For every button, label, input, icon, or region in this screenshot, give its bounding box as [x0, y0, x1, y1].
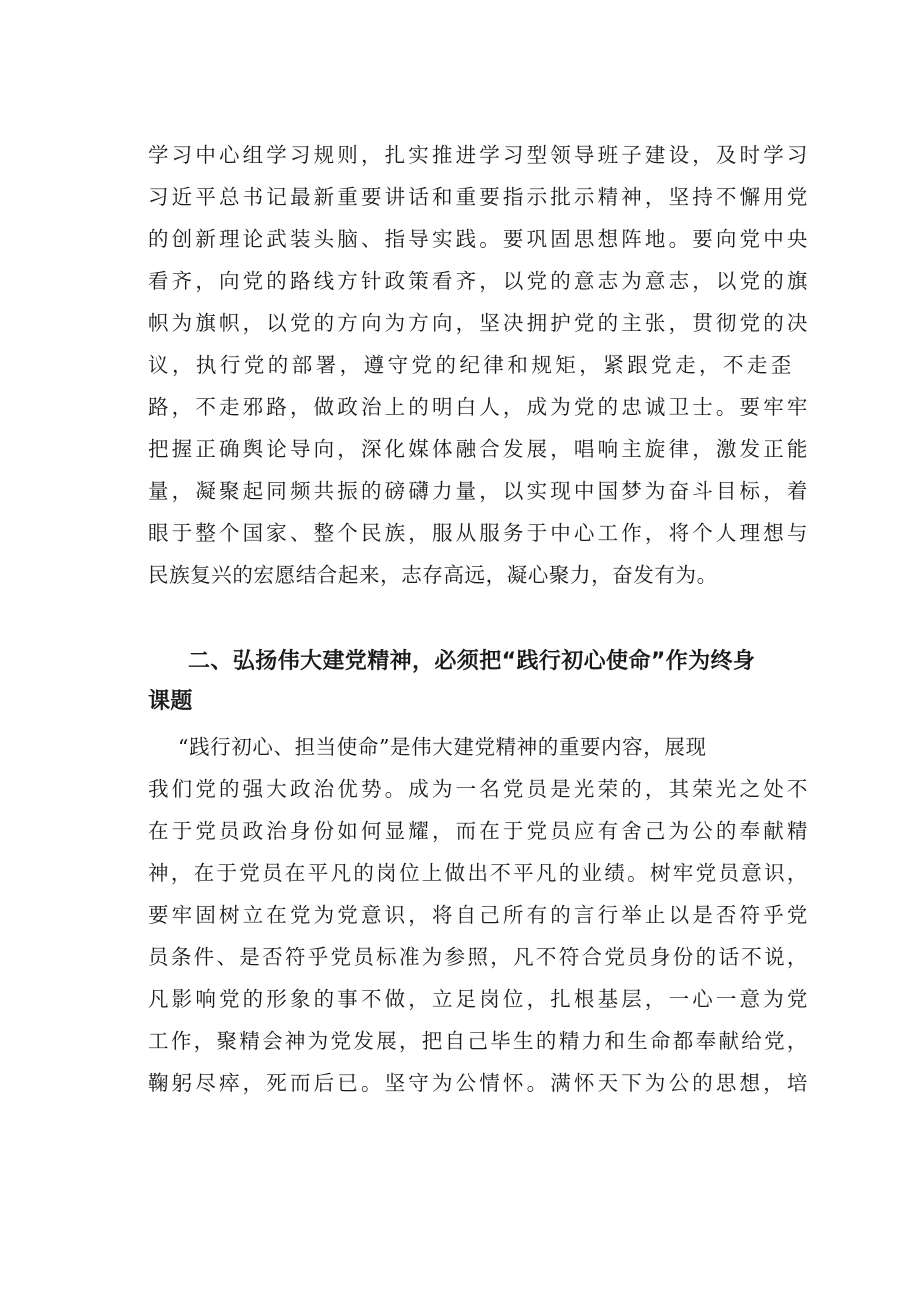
- paragraph-line: 学习中心组学习规则，扎实推进学习型领导班子建设，及时学习: [148, 143, 808, 167]
- paragraph-line: 工作，聚精会神为党发展，把自己毕生的精力和生命都奉献给党，: [148, 1029, 808, 1053]
- paragraph-line: 民族复兴的宏愿结合起来，志存高远，凝心聚力，奋发有为。: [148, 563, 718, 587]
- paragraph-line: 议，执行党的部署，遵守党的纪律和规矩，紧跟党走，不走歪: [148, 353, 792, 377]
- paragraph-line: 眼于整个国家、整个民族，服从服务于中心工作，将个人理想与: [148, 521, 808, 545]
- paragraph-line: 帜为旗帜，以党的方向为方向，坚决拥护党的主张，贯彻党的决: [148, 311, 808, 335]
- paragraph-line: 鞠躬尽瘁，死而后已。坚守为公情怀。满怀天下为公的思想，培: [148, 1071, 808, 1095]
- section-heading: [148, 642, 808, 722]
- paragraph-line: 路，不走邪路，做政治上的明白人，成为党的忠诚卫士。要牢牢: [148, 395, 808, 419]
- paragraph-line: 凡影响党的形象的事不做，立足岗位，扎根基层，一心一意为党: [148, 987, 808, 1011]
- paragraph-line: 在于党员政治身份如何显耀，而在于党员应有舍己为公的奉献精: [148, 819, 808, 843]
- paragraph-line: 把握正确舆论导向，深化媒体融合发展，唱响主旋律，激发正能: [148, 437, 808, 461]
- paragraph-line: 量，凝聚起同频共振的磅礴力量，以实现中国梦为奋斗目标，着: [148, 479, 808, 503]
- heading-line: 课题: [148, 689, 193, 714]
- paragraph-line: 要牢固树立在党为党意识，将自己所有的言行举止以是否符乎党: [148, 903, 808, 927]
- paragraph-line: 的创新理论武装头脑、指导实践。要巩固思想阵地。要向党中央: [148, 227, 808, 251]
- paragraph-line: 习近平总书记最新重要讲话和重要指示批示精神，坚持不懈用党: [148, 185, 808, 209]
- paragraph-2: [148, 726, 808, 1104]
- heading-line: 二、弘扬伟大建党精神，必须把“践行初心使命”作为终身: [188, 649, 756, 674]
- paragraph-line: 员条件、是否符乎党员标准为参照，凡不符合党员身份的话不说，: [148, 945, 808, 969]
- paragraph-line: 神，在于党员在平凡的岗位上做出不平凡的业绩。树牢党员意识，: [148, 861, 808, 885]
- paragraph-line: “践行初心、担当使命”是伟大建党精神的重要内容，展现: [178, 735, 707, 759]
- paragraph-1: [148, 134, 808, 596]
- paragraph-line: 看齐，向党的路线方针政策看齐，以党的意志为意志，以党的旗: [148, 269, 808, 293]
- paragraph-line: 我们党的强大政治优势。成为一名党员是光荣的，其荣光之处不: [148, 777, 808, 801]
